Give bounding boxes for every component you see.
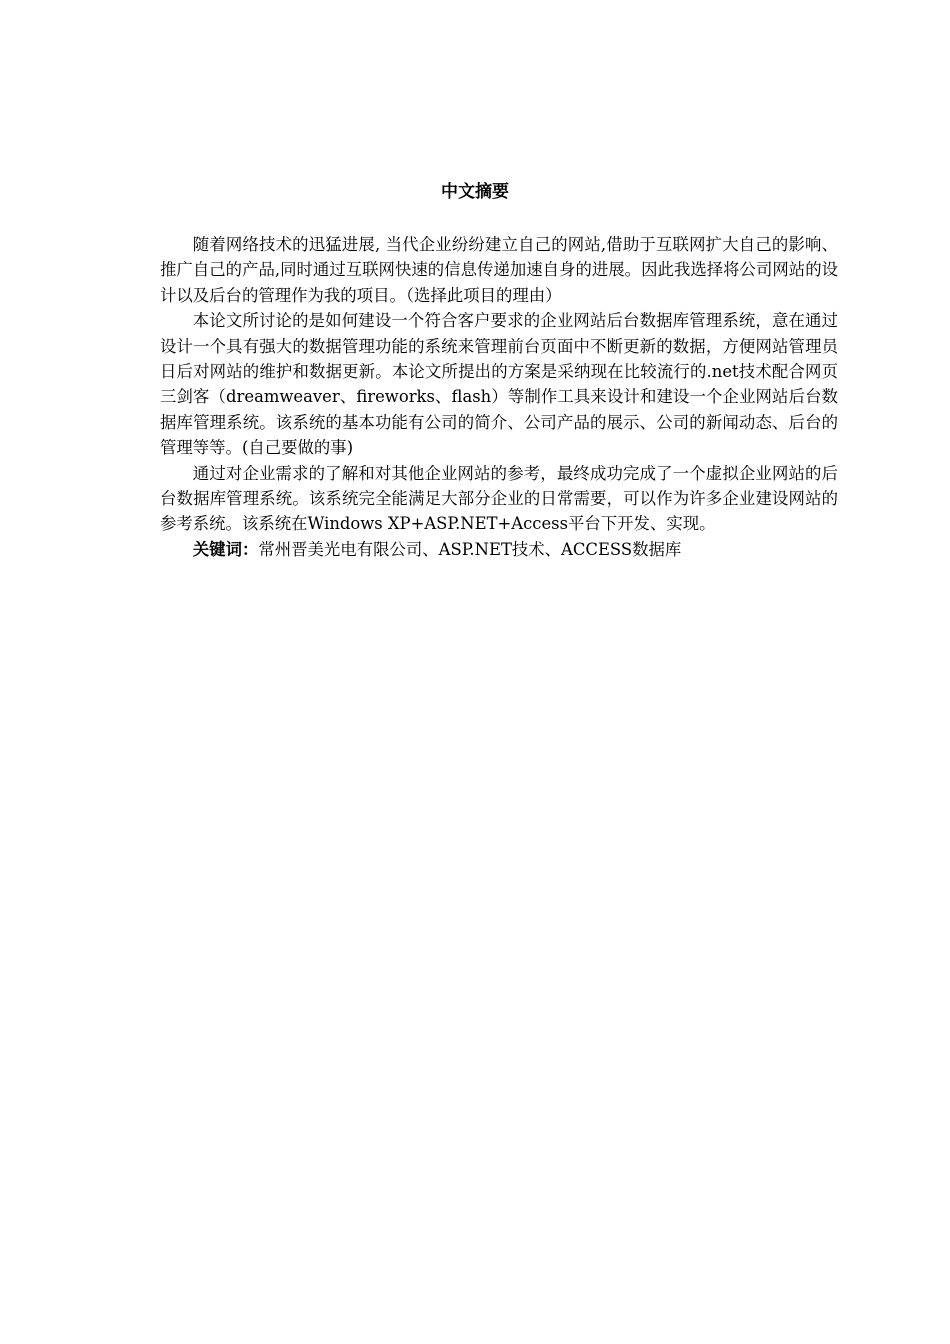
keywords-label: 关键词：	[192, 539, 259, 559]
keywords-text: 常州晋美光电有限公司、ASP.NET技术、ACCESS数据库	[258, 539, 682, 559]
abstract-paragraph-1: 随着网络技术的迅猛进展, 当代企业纷纷建立自己的网站,借助于互联网扩大自己的影响、推广自己的产品,同时通过互联网快速的信息传递加速自身的进展。因此我选择将公司网站的设计以及后台的管理作为我的项目。（选择此项目的理由）	[160, 235, 838, 305]
abstract-title: 中文摘要	[441, 182, 509, 202]
abstract-paragraph-3: 通过对企业需求的了解和对其他企业网站的参考，最终成功完成了一个虚拟企业网站的后台数据库管理系统。该系统完全能满足大部分企业的日常需要，可以作为许多企业建设网站的参考系统。该系统在Windows XP+ASP.NET+Access平台下开发、实现。	[160, 463, 838, 534]
abstract-paragraph-2: 本论文所讨论的是如何建设一个符合客户要求的企业网站后台数据库管理系统，意在通过设计一个具有强大的数据管理功能的系统来管理前台页面中不断更新的数据，方便网站管理员日后对网站的维护和数据更新。本论文所提出的方案是采纳现在比较流行的.net技术配合网页三剑客（dreamweaver、fireworks、flash）等制作工具来设计和建设一个企业网站后台数据库管理系统。该系统的基本功能有公司的简介、公司产品的展示、公司的新闻动态、后台的管理等等。(自己要做的事)	[160, 311, 838, 458]
abstract-body	[160, 232, 838, 562]
keywords-line	[160, 537, 838, 562]
